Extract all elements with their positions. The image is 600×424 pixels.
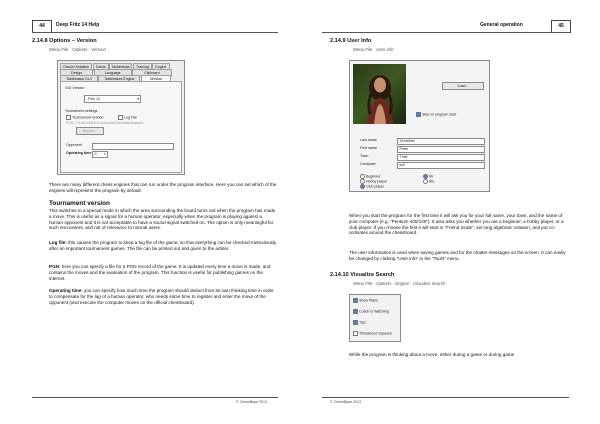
operating-time-paragraph [49,288,277,305]
log-file-label: Log File [124,115,137,120]
right-header-rule [322,32,569,33]
option-show-plans[interactable] [353,298,378,303]
computer-input[interactable] [397,162,485,169]
tab-game[interactable]: Game [93,63,109,71]
pgn-paragraph [49,264,277,281]
skip-on-start-checkbox[interactable] [416,112,456,117]
option-tips[interactable] [353,320,366,325]
radio-beginner-label: Beginner [366,174,381,179]
computer-value: es2 [399,163,406,167]
tournament-version-checkbox[interactable] [66,115,104,120]
tab-training[interactable]: Training [133,63,152,71]
operating-time-spinner[interactable] [92,151,108,158]
left-header-rule [32,32,278,33]
operating-time-text: : you can specify how much time the program should deduct from its own thinking time in order to compensate for the lag of a human operator, who needs some time to register and enter the move of the opponent (and execute the computer moves on the official chessboard). [49,288,274,305]
radio-selected-icon [360,184,365,189]
town-label: Town [360,154,369,158]
option-coach-is-watching-label: Coach is Watching [359,309,389,314]
right-section-title: 2.14.9 User Info [330,38,372,44]
log-file-text: this causes the program to keep a log file of the game, so that everything can be checked meticulously after an important tournament games. The file can be printed out and given to the arbiter. [49,240,277,251]
log-file-paragraph [49,240,277,252]
opponent-input[interactable] [92,143,174,150]
right-footer-rule [322,397,569,398]
style-radio-group [423,174,435,184]
tournament-version-heading: Tournament version [49,200,110,207]
right-footer: © ChessBase 2013 [330,400,362,404]
user-info-text-2: The user information is used when saving games and for the chatter messages on the screen. It can easily be changed by clicking “User info” in the “Tools” menu. [349,250,566,261]
visualize-search-text: While the program is thinking about a move, either during a game or during game [349,352,515,357]
radio-hobby-player-label: Hobby player [366,179,388,184]
left-intro: There are many different chess engines that can run under the program interface. Here you can set which of the engines will represent the program by default. [49,182,277,193]
visualize-search-title: 2.14.10 Visualize Search [330,272,395,278]
first-name-input[interactable] [397,146,485,153]
tab-multimedia[interactable]: Multimedia [109,63,132,71]
gui-version-label: GUI Version [65,86,85,90]
gui-version-value: Fritz 12 [88,96,100,101]
left-menu-path: Menu File · Options · Version [49,47,106,52]
chevron-down-icon: ▾ [137,96,139,101]
last-name-input[interactable] [397,138,485,145]
pgn-path: PGN: C:\Users\Mike\Documents\ChessBase\Mybase [66,121,144,125]
level-radio-group [360,174,387,189]
browse-button[interactable]: Browse... [76,127,104,135]
skip-on-start-label: Skip on program start [422,112,457,117]
tab-clocks-notation[interactable]: Clocks+Notation [60,63,92,71]
load-photo-button[interactable]: Load... [442,82,484,90]
radio-club-player[interactable] [360,184,387,189]
pgn-text: here you can specify a file for a PGN record of the game. It is updated every time a move is made, and contains the moves and the evaluation of the program. This function is useful for publishing games on the internet. [49,264,271,281]
checkbox-icon [66,115,71,120]
visualize-search-menu-path: Menu File · Options · Engine · Visualize Search [353,281,446,286]
left-page-number: 44 [39,23,45,29]
operating-time-value: 0 [94,152,97,156]
tournament-version-label: Tournament version [72,115,104,120]
option-threatened-squares-label: Threatened Squares [359,331,392,336]
log-file-checkbox[interactable] [118,115,137,120]
operating-time-term: Operating time [49,288,82,293]
checkbox-icon [353,331,358,336]
last-name-label: Last name [360,138,377,142]
right-page-number: 45 [558,23,564,29]
checkbox-checked-icon [353,320,358,325]
radio-mr-label: Mr. [429,174,434,179]
last-name-value: Schreiber [399,139,415,143]
computer-label: Computer [360,162,376,166]
radio-icon [423,179,428,184]
tab-language[interactable]: Language [94,69,132,77]
left-header-title: Deep Fritz 14 Help [56,22,100,28]
tab-tablebases-gui[interactable]: Tablebases GUI [60,75,98,83]
checkbox-checked-icon [353,298,358,303]
option-coach-is-watching[interactable] [353,309,389,314]
tab-tablebases-engine[interactable]: Tablebases Engine [98,75,140,83]
tournament-version-text: This switches to a special mode in which the area surrounding the board turns red when the program has made a move. This is useful as a signal for a human operator, especially when the program is playing against a human opponent and it is not acceptable to have a sound signal switched on. The option is only meaningful for such encounters, and not of relevance to normal users. [49,208,276,231]
spinner-arrows-icon: ⇕ [103,152,106,156]
left-footer-rule [32,397,278,398]
tab-version[interactable]: Version [141,75,171,83]
gui-version-select[interactable] [84,95,141,103]
town-input[interactable] [397,154,485,161]
user-photo [353,64,406,124]
user-info-text-1: When you start the program for the first time it will ask you for your full name, your town, and the name of your computer (e.g. “Pentium 400/128”). It also asks you whether you are a beginner, a hobby player, or a club player. If you choose the first it will start in “Friend mode”, set long algebraic notation, and put co-ordinates around the chessboard. [349,213,564,236]
operating-time-label: Operating time [66,151,92,155]
tab-design[interactable]: Design [60,69,93,77]
options-version-dialog [57,60,185,175]
left-section-title: 2.14.8 Options – Version [32,38,97,44]
pgn-term: PGN: [49,264,61,269]
tab-engine[interactable]: Engine [152,63,169,71]
first-name-value: Peter [399,147,409,151]
first-name-label: First name [360,146,377,150]
radio-club-player-label: Club player [366,184,385,189]
right-header-title: General operation [480,22,523,28]
checkbox-icon [118,115,123,120]
town-value: Thier [399,155,408,159]
right-menu-path: Menu File · User info [353,47,394,52]
radio-ms-label: Ms. [429,179,435,184]
checkbox-checked-icon [353,309,358,314]
log-file-term: Log file: [49,240,67,245]
option-tips-label: Tips [359,320,366,325]
tournament-group-label: Tournament settings [65,109,98,113]
checkbox-checked-icon [416,112,421,117]
user-info-dialog [349,60,490,192]
option-show-plans-label: Show Plans [359,298,378,303]
opponent-label: Opponent [66,143,82,147]
option-threatened-squares[interactable] [353,331,392,336]
visualize-search-options [349,294,401,342]
radio-ms[interactable] [423,179,435,184]
tab-clipboard[interactable]: Clipboard [132,69,171,77]
left-footer: © ChessBase 2013 [236,400,268,404]
